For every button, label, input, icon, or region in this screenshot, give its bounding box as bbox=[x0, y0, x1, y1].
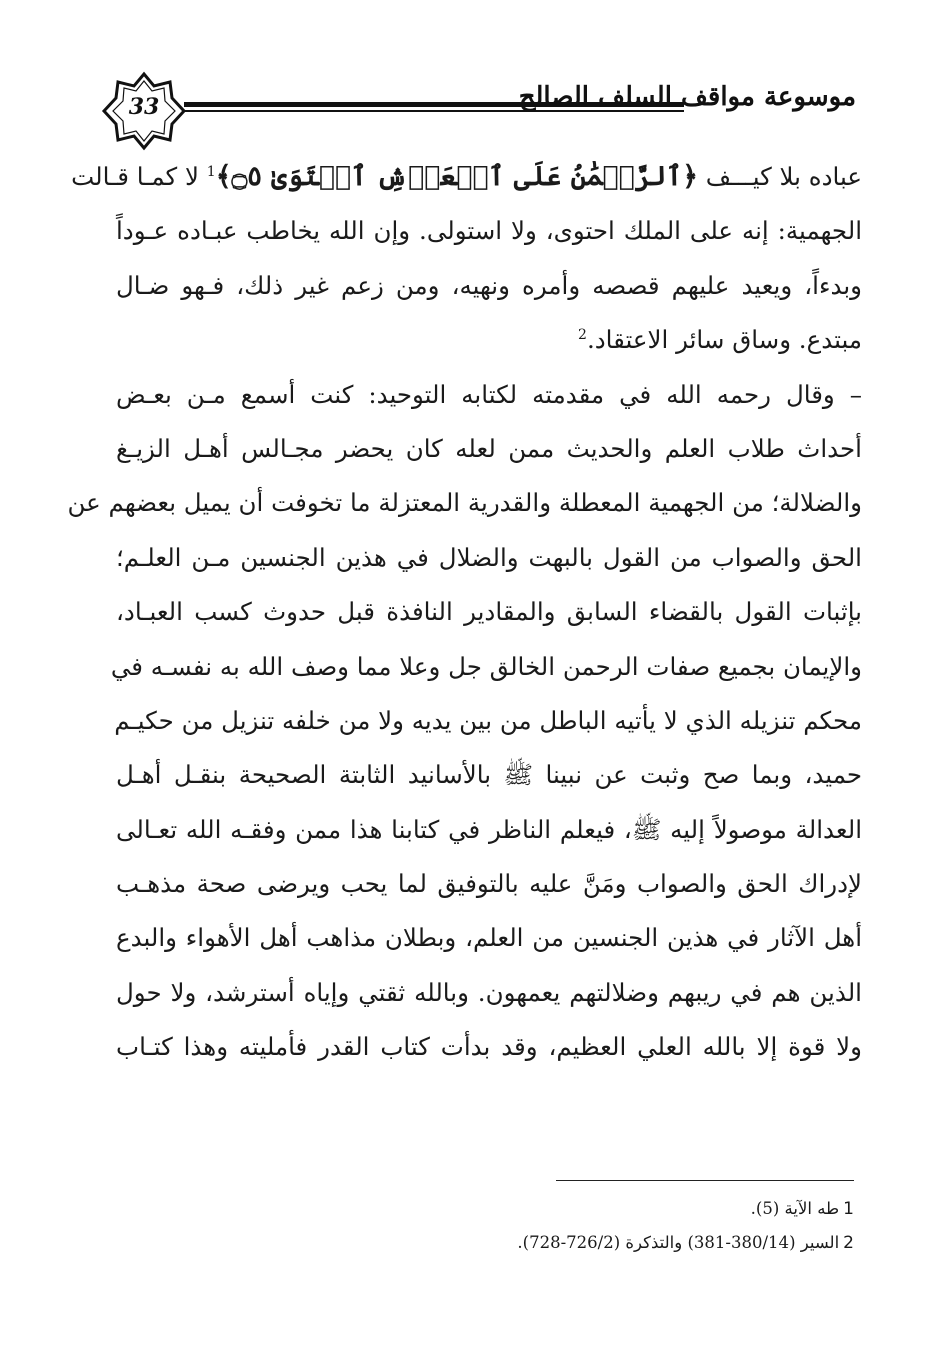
footnote-number-1: 1 bbox=[843, 1199, 854, 1219]
body-line-1-text: عباده بلا كيـــف bbox=[698, 162, 862, 191]
body-line-15: أهل الآثار في هذين الجنسين من العلم، وبطلان مذاهب أهل الأهواء والبدع bbox=[116, 923, 862, 953]
body-line-1 bbox=[71, 150, 862, 204]
body-line-4 bbox=[116, 313, 862, 367]
footnote-2 bbox=[154, 1226, 854, 1260]
body-line-4-text: مبتدع. وساق سائر الاعتقاد. bbox=[586, 325, 862, 355]
footnote-number-2: 2 bbox=[843, 1233, 854, 1253]
body-line-11: محكم تنزيله الذي لا يأتيه الباطل من بين يديه ولا من خلفه تنزيل من حكيـم bbox=[114, 705, 862, 735]
body-line-5: – وقال رحمه الله في مقدمته لكتابه التوحيد: كنت أسمع مـن بعـض bbox=[116, 379, 862, 409]
body-line-10: والإيمان بجميع صفات الرحمن الخالق جل وعلا مما وصف الله به نفسـه في bbox=[110, 651, 862, 681]
body-line-7: والضلالة؛ من الجهمية المعطلة والقدرية المعتزلة ما تخوفت أن يميل بعضهم عن bbox=[67, 488, 862, 518]
page-number-badge bbox=[102, 72, 186, 150]
body-line-14: لإدراك الحق والصواب ومَنَّ عليه بالتوفيق لما يحب ويرضى صحة مذهـب bbox=[116, 869, 862, 899]
footnote-ref-1[interactable]: 1 bbox=[206, 163, 216, 180]
footnote-text-2: السير (380/14-381) والتذكرة (726/2-728). bbox=[517, 1233, 840, 1252]
footnote-divider bbox=[556, 1180, 854, 1181]
body-line-1-text-end: لا كمـا قـالت bbox=[71, 162, 207, 191]
series-title: موسوعة مواقف السلف الصالح bbox=[518, 82, 856, 112]
footnote-1 bbox=[154, 1192, 854, 1226]
body-line-13: العدالة موصولاً إليه ﷺ، فيعلم الناظر في كتابنا هذا ممن وفقـه الله تعـالى bbox=[116, 814, 862, 844]
body-line-17: ولا قوة إلا بالله العلي العظيم، وقد بدأت كتاب القدر فأمليته وهذا كتـاب bbox=[116, 1032, 862, 1062]
body-line-6: أحداث طلاب العلم والحديث ممن لعله كان يحضر مجـالس أهـل الزيـغ bbox=[116, 433, 862, 463]
page-header bbox=[96, 64, 856, 154]
footnote-ref-2[interactable]: 2 bbox=[578, 327, 587, 344]
footnote-text-1: طه الآية (5). bbox=[750, 1199, 840, 1218]
body-line-8: الحق والصواب من القول بالبهت والضلال في هذين الجنسين مـن العلـم؛ bbox=[116, 542, 862, 572]
body-line-2: الجهمية: إنه على الملك احتوى، ولا استولى. وإن الله يخاطب عبـاده عـوداً bbox=[116, 216, 862, 246]
body-text bbox=[67, 150, 862, 1075]
page-number: 33 bbox=[128, 94, 160, 120]
body-line-9: بإثبات القول بالقضاء السابق والمقادير النافذة قبل حدوث كسب العبـاد، bbox=[116, 597, 862, 627]
body-line-3: وبدءاً، ويعيد عليهم قصصه وأمره ونهيه، ومن زعم غير ذلك، فـهو ضـال bbox=[116, 270, 862, 300]
footnotes bbox=[154, 1192, 854, 1260]
body-line-12: حميد، وبما صح وثبت عن نبينا ﷺ بالأسانيد الثابتة الصحيحة بنقـل أهـل bbox=[116, 760, 862, 790]
body-line-16: الذين هم في ريبهم وضلالتهم يعمهون. وبالله ثقتي وإياه أسترشد، ولا حول bbox=[116, 977, 862, 1007]
quran-verse: ﴿ٱلرَّحۡمَٰنُ عَلَى ٱلۡعَرۡشِ ٱسۡتَوَىٰ ۝٥﴾ bbox=[215, 161, 699, 192]
